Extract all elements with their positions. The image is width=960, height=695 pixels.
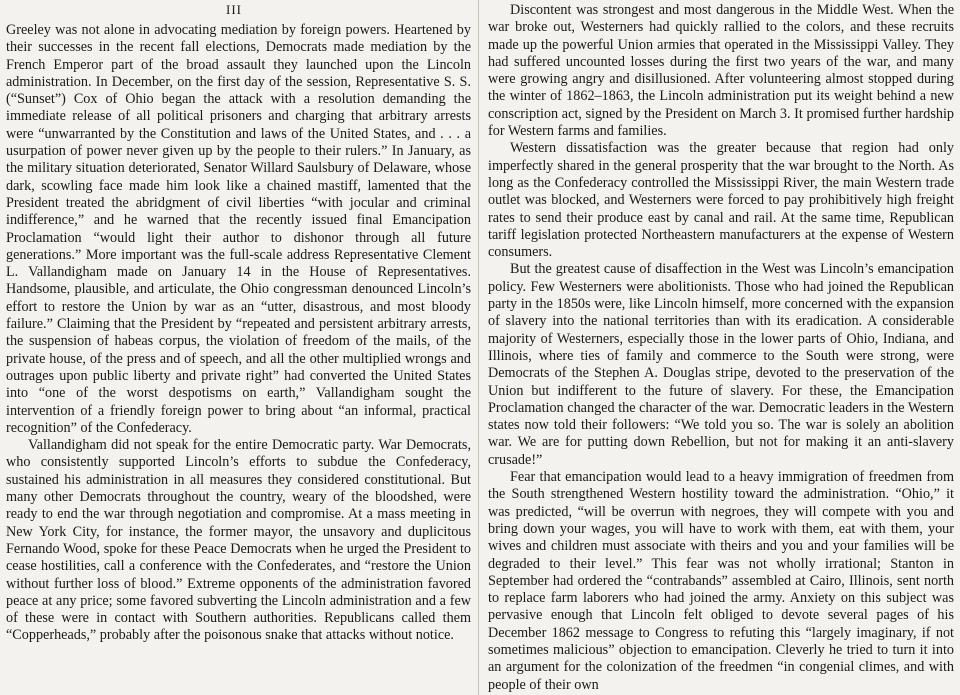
- section-number: III: [226, 2, 242, 17]
- paragraph: Western dissatisfaction was the greater because that region had only imperfectly shared in the general prosperity that the war brought to the North. As long as the Confederacy controlled the Mississippi River, the main Western trade outlet was blocked, and Westerners were forced to pay prohibitively high freight rates to send their produce east by canal and rail. At the same time, Republican tariff legislation protected Northeastern manufacturers at the expense of Western consumers.: [488, 140, 954, 261]
- paragraph: Fear that emancipation would lead to a heavy immigration of freedmen from the South strengthened Western hostility toward the administration. “Ohio,” it was predicted, “will be overrun with negroes, they will compete with you and bring down your wages, you will have to work with them, eat with them, your wives and children must associate with theirs and you and your families will be degraded to their level.” This fear was not wholly irrational; Stanton in September had ordered the “contrabands” assembled at Cairo, Illinois, sent north to replace farm laborers who had joined the army. Anxiety on this subject was pervasive enough that Lincoln felt obliged to devote several pages of his December 1862 message to Congress to refuting this “largely imaginary, if not sometimes malicious” objection to emancipation. Cleverly he tried to turn it into an argument for the colonization of the freedmen “in congenial climes, and with people of their own: [488, 469, 954, 693]
- paragraph: Vallandigham did not speak for the entire Democratic party. War Democrats, who consistently supported Lincoln’s efforts to subdue the Confederacy, sustained his administration in all measures they considered constitutional. But many other Democrats throughout the country, weary of the bloodshed, were ready to end the war through negotiation and compromise. At a mass meeting in New York City, for instance, the former mayor, the unsavory and duplicitous Fernando Wood, spoke for these Peace Democrats when he urged the President to cease hostilities, call a conference with the Confederates, and “restore the Union without further loss of blood.” Extreme opponents of the administration favored peace at any price; some favored subverting the Lincoln administration and a few of these were in contact with Southern authorities. Republicans called them “Copperheads,” probably after the poisonous snake that attacks without notice.: [6, 437, 471, 644]
- paragraph: Discontent was strongest and most dangerous in the Middle West. When the war broke out, Westerners had quickly rallied to the colors, and these recruits made up the powerful Union armies that operated in the Mississippi Valley. They had suffered uncounted losses during the first two years of the war, and many were growing angry and disillusioned. After volunteering almost stopped during the winter of 1862–1863, the Lincoln administration put its weight behind a new conscription act, signed by the President on March 3. It promised further hardship for Western farms and families.: [488, 2, 954, 140]
- paragraph: But the greatest cause of disaffection in the West was Lincoln’s emancipation policy. Few Westerners were abolitionists. Those who had joined the Republican party in the 1850s were, like Lincoln himself, more concerned with the expansion of slavery into the national territories than with its eradication. A considerable majority of Westerners, especially those in the lower parts of Ohio, Indiana, and Illinois, where ties of family and commerce to the South were strong, were Democrats of the Stephen A. Douglas stripe, devoted to the preservation of the Union but indifferent to the future of slavery. For these, the Emancipation Proclamation changed the character of the war. Democratic leaders in the Western states now told their followers: “We told you so. The war is solely an abolition war. We are for putting down Rebellion, but not for making it an anti-slavery crusade!”: [488, 261, 954, 468]
- paragraph: Greeley was not alone in advocating mediation by foreign powers. Heartened by their successes in the recent fall elections, Democrats made mediation by the French Emperor part of the broad assault they launched upon the Lincoln administration. In December, on the first day of the session, Representative S. S. (“Sunset”) Cox of Ohio began the attack with a resolution demanding the immediate release of all political prisoners and charging that arbitrary arrests were “unwarranted by the Constitution and laws of the United States, and . . . a usurpation of power never given up by the people to their rulers.” In January, as the military situation deteriorated, Senator Willard Saulsbury of Delaware, whose dark, scowling face made him look like a chained mastiff, lamented that the President treated the abridgment of civil liberties “with jocular and criminal indifference,” and he warned that the recently issued final Emancipation Proclamation “would light their author to dishonor through all future generations.” More important was the full-scale address Representative Clement L. Vallandigham made on January 14 in the House of Representatives. Handsome, plausible, and articulate, the Ohio congressman denounced Lincoln’s effort to restore the Union by war as an “utter, disastrous, and most bloody failure.” Claiming that the President by “repeated and persistent arbitrary arrests, the suspension of habeas corpus, the violation of freedom of the mails, of the private house, of the press and of speech, and all the other multiplied wrongs and outrages upon public liberty and private right” had converted the United States into “one of the worst despotisms on earth,” Vallandigham sought the intervention of a friendly foreign power to bring about “an informal, practical recognition” of the Confederacy.: [6, 22, 471, 436]
- right-column: [488, 2, 954, 694]
- column-divider: [478, 0, 479, 695]
- left-column: [6, 22, 471, 645]
